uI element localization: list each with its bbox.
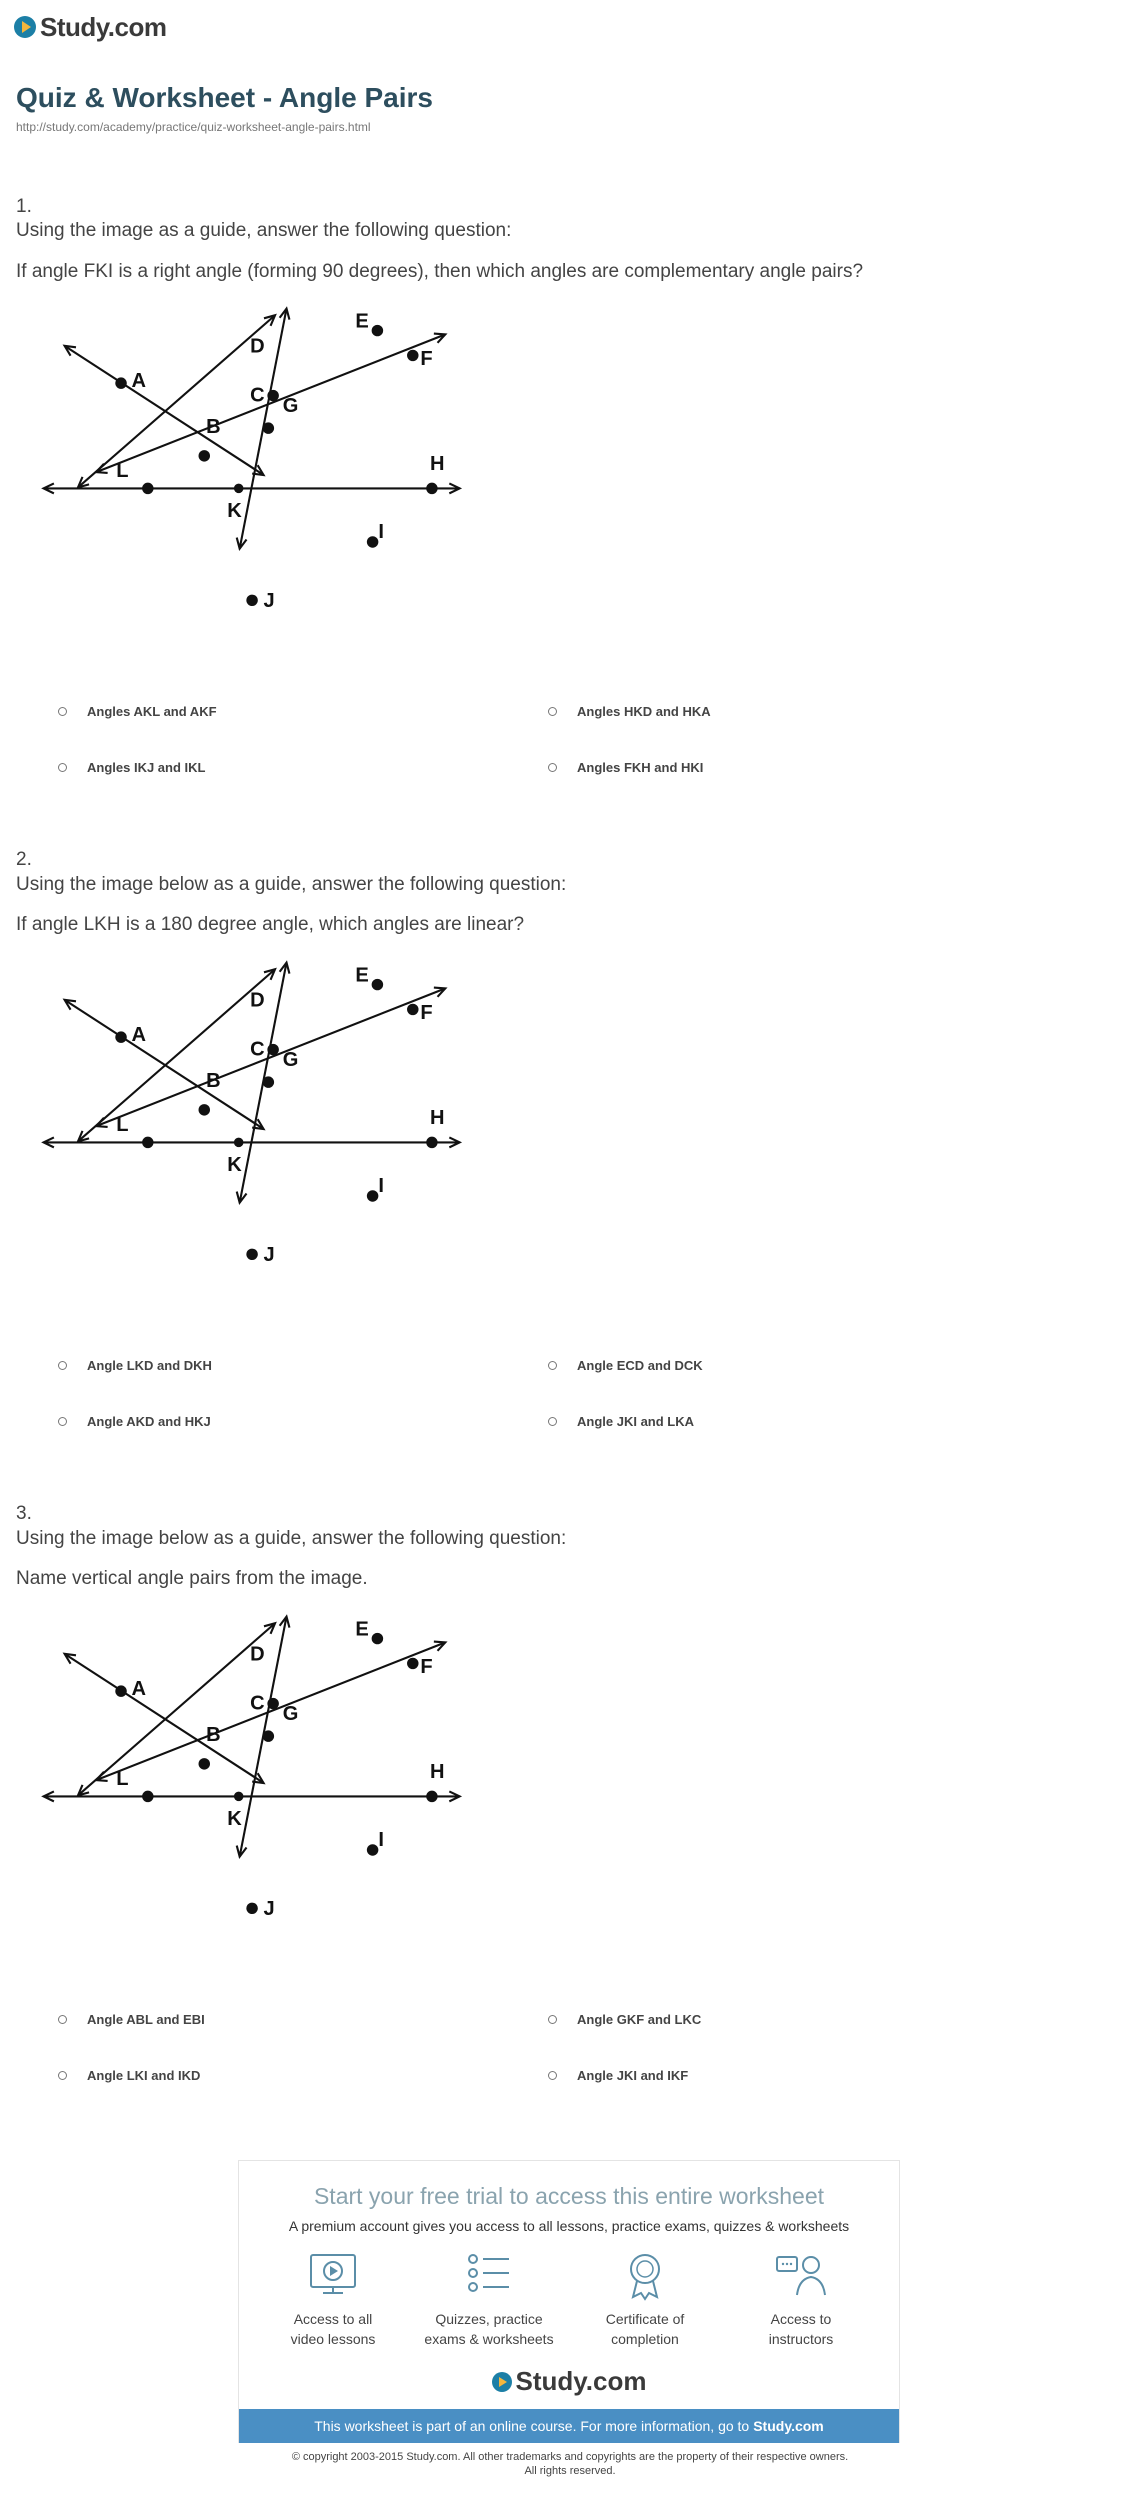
figure-label-i: I [378,521,384,544]
figure-line [78,1623,275,1795]
question-3-option-c[interactable]: Angle LKI and IKD [58,2068,200,2083]
figure-label-l: L [116,459,129,482]
question-1-option-b[interactable]: Angles HKD and HKA [548,704,711,719]
figure-label-e: E [355,310,369,333]
figure-point [367,536,378,547]
figure-label-d: D [250,989,265,1012]
figure-point [267,1698,278,1709]
figure-label-h: H [430,453,445,476]
radio-button[interactable] [58,2071,67,2080]
play-logo-icon [14,16,36,38]
question-2-number: 2. [16,849,32,870]
feature-video-lessons: Access to all video lessons [263,2249,403,2349]
figure-label-b: B [206,415,221,438]
video-lesson-icon [305,2249,361,2301]
figure-label-e: E [355,964,369,987]
figure-line [96,988,445,1126]
page-url[interactable]: http://study.com/academy/practice/quiz-worksheet-angle-pairs.html [16,120,371,134]
figure-label-j: J [263,1244,275,1266]
figure-label-k: K [227,1808,242,1831]
question-1-option-c[interactable]: Angles IKJ and IKL [58,760,205,775]
radio-button[interactable] [548,1361,557,1370]
radio-button[interactable] [58,763,67,772]
question-2-angle-figure [34,949,474,1309]
radio-button[interactable] [548,2015,557,2024]
figure-point [263,1076,274,1087]
figure-label-g: G [282,394,299,417]
certificate-icon [617,2249,673,2301]
figure-label-c: C [250,384,265,407]
question-3-option-a[interactable]: Angle ABL and EBI [58,2012,205,2027]
play-logo-icon [492,2372,512,2392]
question-3-option-b[interactable]: Angle GKF and LKC [548,2012,701,2027]
figure-point [367,1190,378,1201]
figure-label-h: H [430,1761,445,1784]
figure-point [199,1104,210,1115]
figure-point [407,1658,418,1669]
figure-label-e: E [355,1618,369,1641]
figure-label-b: B [206,1069,221,1092]
radio-button[interactable] [58,1361,67,1370]
radio-button[interactable] [58,1417,67,1426]
radio-button[interactable] [58,707,67,716]
figure-point [372,325,383,336]
radio-button[interactable] [548,763,557,772]
figure-point [367,1844,378,1855]
figure-point-k [234,1138,244,1148]
figure-point-k [234,484,244,494]
promo-headline: Start your free trial to access this entire worksheet [313,2183,825,2209]
feature-quizzes: Quizzes, practice exams & worksheets [419,2249,559,2349]
figure-label-k: K [227,500,242,523]
free-trial-promo [238,2160,900,2443]
figure-point-k [234,1792,244,1802]
angle-diagram [34,949,474,1309]
figure-label-b: B [206,1723,221,1746]
figure-point [267,390,278,401]
figure-label-f: F [420,1002,433,1024]
radio-button[interactable] [548,2071,557,2080]
question-3-angle-figure [34,1603,474,1963]
figure-point [426,483,437,494]
question-2-option-b[interactable]: Angle ECD and DCK [548,1358,703,1373]
question-1-option-a[interactable]: Angles AKL and AKF [58,704,217,719]
figure-label-a: A [131,370,147,392]
instructor-icon [773,2249,829,2301]
figure-line [96,334,445,472]
angle-diagram [34,295,474,655]
promo-bar-link[interactable]: Study.com [753,2418,824,2434]
question-1-option-d[interactable]: Angles FKH and HKI [548,760,703,775]
question-2-option-c[interactable]: Angle AKD and HKJ [58,1414,211,1429]
feature-instructors: Access to instructors [731,2249,871,2349]
quiz-list-icon [461,2249,517,2301]
question-3-number: 3. [16,1503,32,1524]
figure-label-f: F [420,1656,433,1678]
figure-label-g: G [282,1702,299,1725]
figure-point [426,1791,437,1802]
promo-subhead: A premium account gives you access to all lessons, practice exams, quizzes & worksheets [288,2218,850,2234]
figure-point [267,1044,278,1055]
question-3-text: Name vertical angle pairs from the image. [16,1568,368,1589]
figure-point [199,1758,210,1769]
figure-point [115,1031,126,1042]
feature-certificate: Certificate of completion [575,2249,715,2349]
radio-button[interactable] [548,707,557,716]
radio-button[interactable] [58,2015,67,2024]
question-2-option-d[interactable]: Angle JKI and LKA [548,1414,694,1429]
figure-label-l: L [116,1767,129,1790]
figure-label-h: H [430,1107,445,1130]
figure-label-l: L [116,1113,129,1136]
figure-line [65,1654,264,1783]
figure-label-a: A [131,1024,147,1046]
question-1-text: If angle FKI is a right angle (forming 90 degrees), then which angles are complementary angle pairs? [16,261,864,282]
page-title: Quiz & Worksheet - Angle Pairs [16,82,433,113]
figure-point [115,1685,126,1696]
figure-label-i: I [378,1829,384,1852]
figure-label-g: G [282,1048,299,1071]
question-1-angle-figure [34,295,474,655]
figure-point [407,350,418,361]
figure-point [372,979,383,990]
figure-point [263,1730,274,1741]
figure-label-k: K [227,1154,242,1177]
figure-line [78,969,275,1141]
figure-label-d: D [250,335,265,358]
promo-info-bar: This worksheet is part of an online course. For more information, go to Study.com [239,2409,899,2443]
figure-point [372,1633,383,1644]
figure-line [78,315,275,487]
figure-point [115,377,126,388]
question-2-text: If angle LKH is a 180 degree angle, which angles are linear? [16,914,525,935]
figure-line [65,346,264,475]
question-1-number: 1. [16,196,32,217]
question-2-option-a[interactable]: Angle LKD and DKH [58,1358,212,1373]
question-3-instruction: Using the image below as a guide, answer the following question: [16,1528,567,1549]
copyright-footer: © copyright 2003-2015 Study.com. All other trademarks and copyrights are the property of their respective owners. All rights reserved. [291,2451,849,2477]
figure-label-i: I [378,1175,384,1198]
question-2-instruction: Using the image below as a guide, answer the following question: [16,874,567,895]
angle-diagram [34,1603,474,1963]
figure-point [246,595,257,606]
figure-label-d: D [250,1643,265,1666]
figure-label-j: J [263,590,275,612]
figure-point [246,1903,257,1914]
figure-label-f: F [420,348,433,370]
figure-point [142,1137,153,1148]
figure-line [96,1642,445,1780]
figure-point [199,450,210,461]
figure-label-a: A [131,1678,147,1700]
figure-point [426,1137,437,1148]
logo-text: Study.com [40,11,167,42]
figure-label-j: J [263,1898,275,1920]
figure-label-c: C [250,1692,265,1715]
figure-point [142,1791,153,1802]
figure-point [263,422,274,433]
figure-label-c: C [250,1038,265,1061]
study-logo[interactable] [14,10,166,44]
radio-button[interactable] [548,1417,557,1426]
figure-point [246,1249,257,1260]
question-3-option-d[interactable]: Angle JKI and IKF [548,2068,688,2083]
figure-point [142,483,153,494]
figure-line [65,1000,264,1129]
promo-logo[interactable]: Study.com [239,2366,899,2397]
question-1-instruction: Using the image as a guide, answer the following question: [16,220,512,241]
figure-point [407,1004,418,1015]
